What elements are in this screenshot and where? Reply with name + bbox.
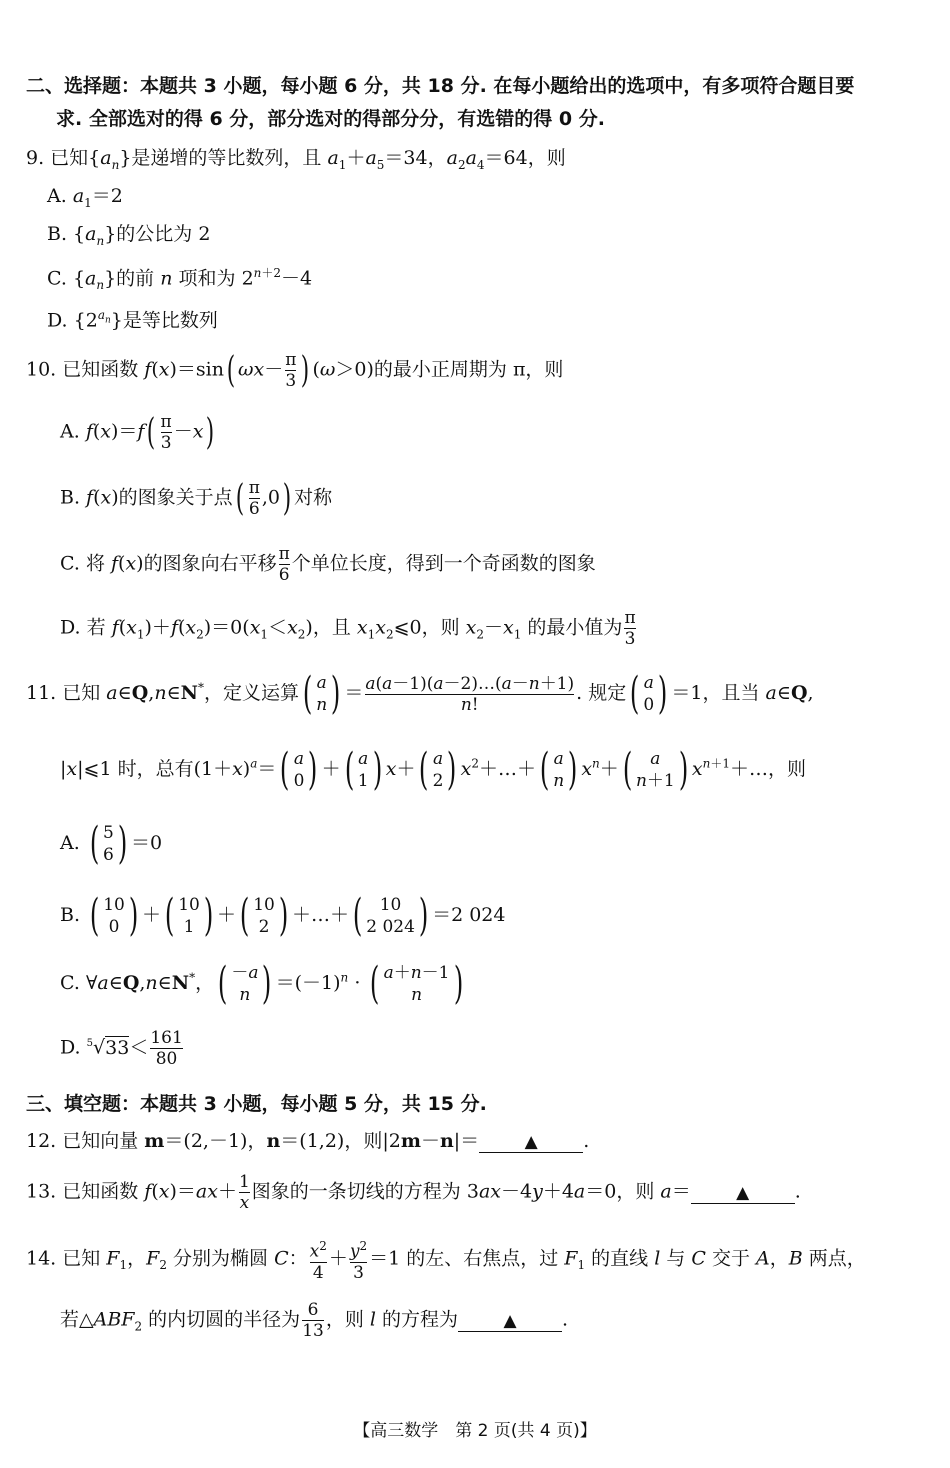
question-11-option-b: B. ( 10 0 ) ＋ ( 10 1 ) ＋ ( 10 2 ) ＋…＋ ( 10 2 024 ) ＝2 024: [60, 890, 506, 941]
answer-blank-14[interactable]: ▲: [458, 1311, 562, 1332]
question-9-option-b: B. $\{a_n\}$的公比为 2: [47, 223, 211, 248]
question-12: 12. 已知向量 m＝(2,－1)，n＝(1,2)，则|2m－n|＝ ▲ .: [26, 1130, 590, 1152]
question-10-option-c: C. 将 f(x)的图象向右平移 $\frac{\pi}{6}$ 个单位长度，得到一个奇函数的图象: [60, 544, 596, 585]
question-9-option-c: C. $\{a_n\}$的前 n 项和为 $2^{n+2}-4$: [47, 266, 313, 293]
question-11-stem-line-2: |x|⩽1 时，总有$(1+x)^a=$ ( a 0 ) ＋ ( a 1 ) x＋ ( a 2 ) $x^2+\dots+$ ( a n ) $x^n+$ ( a n＋1 ) $x^{n+1}+\dots$，则: [60, 744, 807, 795]
question-14-line-2: 若$\triangle ABF_2$ 的内切圆的半径为 $\frac{6}{13}$ ，则 l 的方程为 ▲ .: [60, 1300, 569, 1341]
question-14-line-1: 14. 已知 $F_1$，$F_2$ 分别为椭圆 C： $\frac{x^2}{4}$ ＋ $\frac{y^2}{3}$ ＝1 的左、右焦点，过 $F_1$ 的直线 l 与 C 交于 A，B 两点，: [26, 1239, 866, 1283]
question-10-option-a: A. f(x)＝f( $\frac{\pi}{3}$ －x): [60, 411, 215, 453]
question-10-option-b: B. f(x)的图象关于点( $\frac{\pi}{6}$ ,0) 对称: [60, 477, 333, 519]
question-11-option-c: C. ∀a∈Q,n∈N*， ( －a n ) $=(-1)^n$ · ( a＋n－1 n ): [60, 958, 463, 1009]
question-11-stem-line-1: 11. 已知 a∈Q,n∈N*，定义运算 ( a n ) ＝ $\frac{a(a-1)(a-2)\dots(a-n+1)}{n!}$ . 规定 ( a 0 ) ＝1，且当 a∈Q,: [26, 668, 814, 719]
question-11-option-a: A. ( 5 6 ) ＝0: [60, 818, 163, 869]
question-13: 13. 已知函数 f(x)＝ax＋ $\frac{1}{x}$ 图象的一条切线的方程为 3ax－4y＋4a＝0，则 a＝ ▲ .: [26, 1172, 801, 1213]
question-9-option-d: D. $\{2^{a_n}\}$是等比数列: [47, 308, 218, 332]
question-9-stem: 9. 已知$\{a_n\}$是递增的等比数列，且 $a_1+a_5=34$，$a_2a_4=64$，则: [26, 147, 566, 172]
answer-blank-12[interactable]: ▲: [479, 1132, 583, 1153]
question-10-stem: 10. 已知函数 f(x)＝sin( ωx－ $\frac{\pi}{3}$ ) (ω＞0)的最小正周期为 π，则: [26, 349, 564, 391]
answer-blank-13[interactable]: ▲: [691, 1183, 795, 1204]
section-2-heading: 二、选择题：本题共 3 小题，每小题 6 分，共 18 分. 在每小题给出的选项中，有多项符合题目要 求. 全部选对的得 6 分，部分选对的得部分分，有选错的得 0 分.: [26, 75, 855, 130]
question-11-option-d: D. $^5$√33＜ $\frac{161}{80}$: [60, 1028, 183, 1069]
page-footer: 【高三数学 第 2 页(共 4 页)】: [353, 1421, 597, 1441]
question-10-option-d: D. 若 $f(x_1)+f(x_2)=0(x_1<x_2)$，且 $x_1x_2⩽0$，则 $x_2-x_1$ 的最小值为 $\frac{\pi}{3}$: [60, 608, 636, 649]
section-3-heading: 三、填空题：本题共 3 小题，每小题 5 分，共 15 分.: [26, 1093, 487, 1115]
question-9-option-a: A. $a_1=2$: [47, 185, 123, 210]
